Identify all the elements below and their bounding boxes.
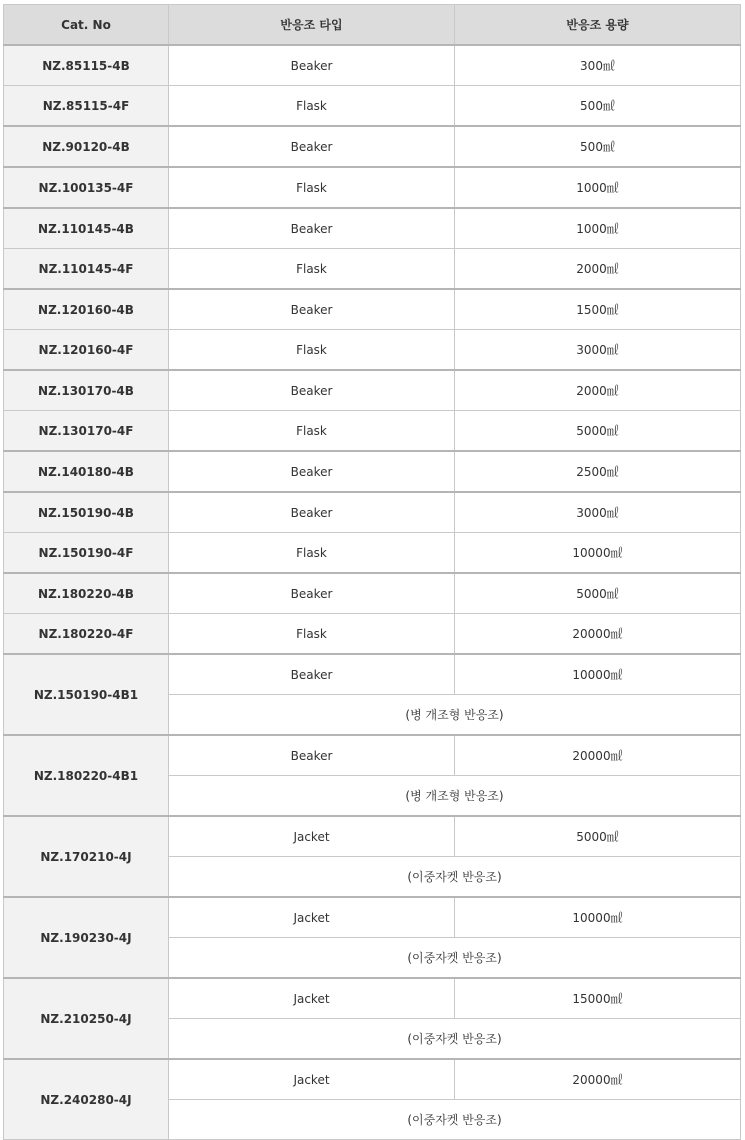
cat-no-cell: NZ.85115-4F	[4, 86, 169, 127]
type-cell: Beaker	[169, 289, 455, 330]
cat-no-cell: NZ.120160-4B	[4, 289, 169, 330]
capacity-cell: 1500㎖	[455, 289, 741, 330]
note-cell: (이중자켓 반응조)	[169, 938, 741, 979]
cat-no-cell: NZ.90120-4B	[4, 126, 169, 167]
table-row	[4, 573, 741, 614]
cat-no-cell: NZ.100135-4F	[4, 167, 169, 208]
table-row	[4, 370, 741, 411]
cat-no-cell: NZ.150190-4B1	[4, 654, 169, 735]
type-cell: Flask	[169, 614, 455, 655]
table-header-row	[4, 5, 741, 46]
table-row	[4, 978, 741, 1019]
table-row	[4, 411, 741, 452]
cat-no-cell: NZ.130170-4F	[4, 411, 169, 452]
type-cell: Flask	[169, 330, 455, 371]
note-cell: (이중자켓 반응조)	[169, 1100, 741, 1140]
capacity-cell: 1000㎖	[455, 208, 741, 249]
table-row	[4, 208, 741, 249]
capacity-cell: 5000㎖	[455, 573, 741, 614]
type-cell: Flask	[169, 167, 455, 208]
cat-no-cell: NZ.180220-4B1	[4, 735, 169, 816]
capacity-cell: 3000㎖	[455, 492, 741, 533]
header-capacity: 반응조 용량	[455, 5, 741, 46]
capacity-cell: 20000㎖	[455, 735, 741, 776]
table-row	[4, 533, 741, 574]
cat-no-cell: NZ.85115-4B	[4, 45, 169, 86]
table-row	[4, 735, 741, 776]
type-cell: Flask	[169, 411, 455, 452]
capacity-cell: 20000㎖	[455, 1059, 741, 1100]
table-row	[4, 45, 741, 86]
cat-no-cell: NZ.140180-4B	[4, 451, 169, 492]
header-type: 반응조 타입	[169, 5, 455, 46]
cat-no-cell: NZ.210250-4J	[4, 978, 169, 1059]
table-row	[4, 86, 741, 127]
capacity-cell: 2500㎖	[455, 451, 741, 492]
capacity-cell: 500㎖	[455, 126, 741, 167]
capacity-cell: 10000㎖	[455, 654, 741, 695]
type-cell: Jacket	[169, 897, 455, 938]
type-cell: Beaker	[169, 492, 455, 533]
cat-no-cell: NZ.170210-4J	[4, 816, 169, 897]
capacity-cell: 500㎖	[455, 86, 741, 127]
note-cell: (병 개조형 반응조)	[169, 776, 741, 817]
type-cell: Flask	[169, 249, 455, 290]
capacity-cell: 20000㎖	[455, 614, 741, 655]
type-cell: Flask	[169, 533, 455, 574]
capacity-cell: 3000㎖	[455, 330, 741, 371]
capacity-cell: 10000㎖	[455, 533, 741, 574]
type-cell: Beaker	[169, 451, 455, 492]
capacity-cell: 15000㎖	[455, 978, 741, 1019]
cat-no-cell: NZ.150190-4B	[4, 492, 169, 533]
type-cell: Beaker	[169, 208, 455, 249]
type-cell: Beaker	[169, 45, 455, 86]
cat-no-cell: NZ.130170-4B	[4, 370, 169, 411]
table-row	[4, 330, 741, 371]
cat-no-cell: NZ.110145-4F	[4, 249, 169, 290]
cat-no-cell: NZ.180220-4F	[4, 614, 169, 655]
type-cell: Beaker	[169, 654, 455, 695]
cat-no-cell: NZ.180220-4B	[4, 573, 169, 614]
cat-no-cell: NZ.240280-4J	[4, 1059, 169, 1140]
cat-no-cell: NZ.150190-4F	[4, 533, 169, 574]
cat-no-cell: NZ.190230-4J	[4, 897, 169, 978]
table-row	[4, 249, 741, 290]
note-cell: (병 개조형 반응조)	[169, 695, 741, 736]
capacity-cell: 300㎖	[455, 45, 741, 86]
cat-no-cell: NZ.120160-4F	[4, 330, 169, 371]
cat-no-cell: NZ.110145-4B	[4, 208, 169, 249]
capacity-cell: 5000㎖	[455, 816, 741, 857]
type-cell: Jacket	[169, 1059, 455, 1100]
type-cell: Beaker	[169, 573, 455, 614]
capacity-cell: 1000㎖	[455, 167, 741, 208]
table-row	[4, 654, 741, 695]
capacity-cell: 5000㎖	[455, 411, 741, 452]
table-row	[4, 614, 741, 655]
capacity-cell: 2000㎖	[455, 370, 741, 411]
table-row	[4, 451, 741, 492]
table-row	[4, 126, 741, 167]
table-row	[4, 816, 741, 857]
product-spec-table	[3, 4, 741, 1140]
type-cell: Beaker	[169, 370, 455, 411]
note-cell: (이중자켓 반응조)	[169, 1019, 741, 1060]
table-row	[4, 289, 741, 330]
type-cell: Jacket	[169, 978, 455, 1019]
capacity-cell: 2000㎖	[455, 249, 741, 290]
note-cell: (이중자켓 반응조)	[169, 857, 741, 898]
table-row	[4, 167, 741, 208]
type-cell: Flask	[169, 86, 455, 127]
table-row	[4, 492, 741, 533]
table-row	[4, 1059, 741, 1100]
table-row	[4, 897, 741, 938]
header-cat-no: Cat. No	[4, 5, 169, 46]
type-cell: Jacket	[169, 816, 455, 857]
capacity-cell: 10000㎖	[455, 897, 741, 938]
type-cell: Beaker	[169, 735, 455, 776]
type-cell: Beaker	[169, 126, 455, 167]
